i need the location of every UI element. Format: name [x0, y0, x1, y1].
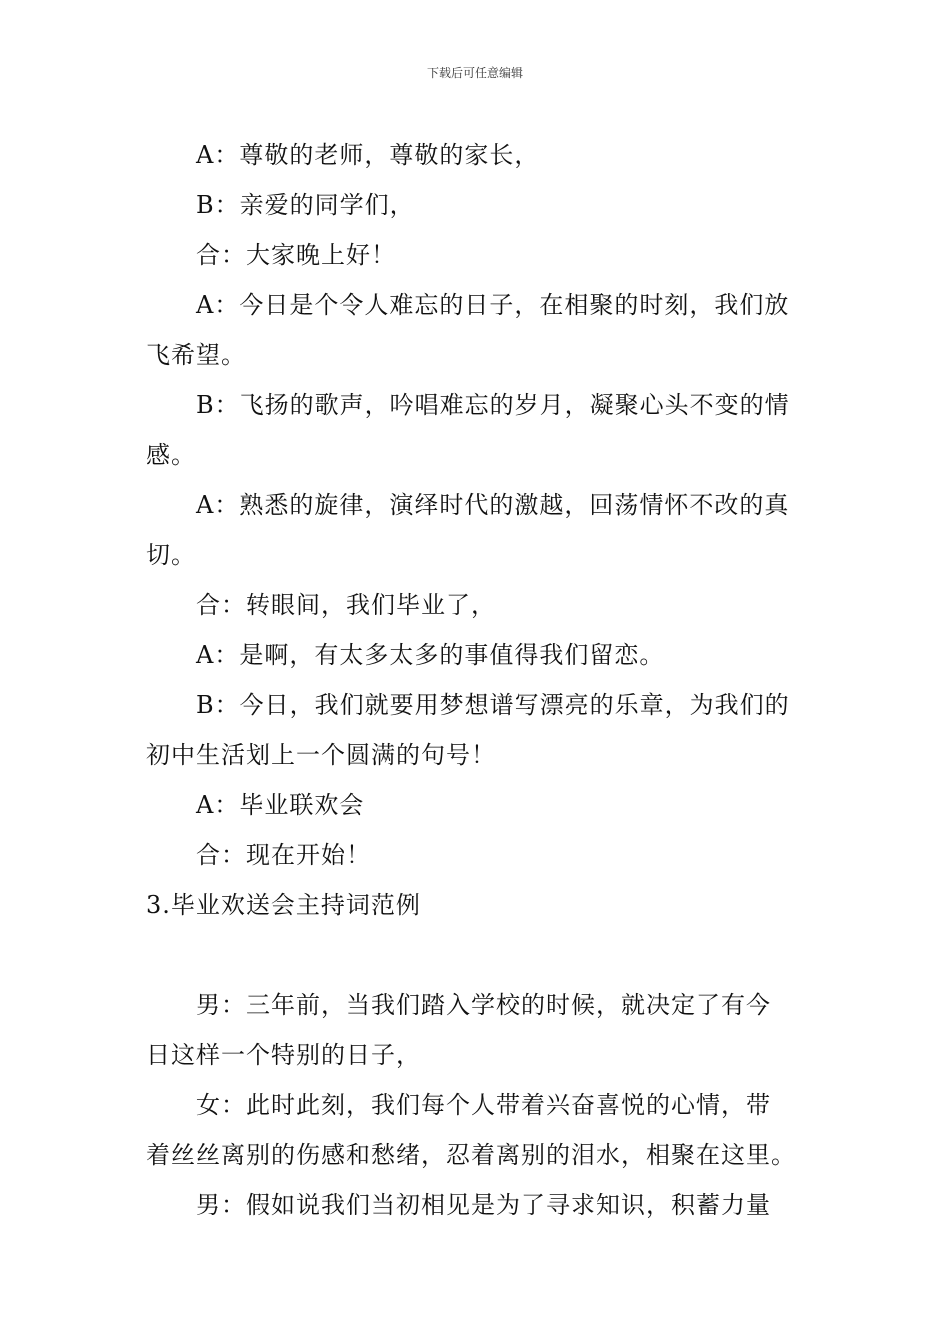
text-line: 女：此时此刻，我们每个人带着兴奋喜悦的心情，带 — [196, 1091, 771, 1119]
text-line: A：今日是个令人难忘的日子，在相聚的时刻，我们放 — [196, 291, 790, 319]
page-header-note: 下载后可任意编辑 — [426, 66, 523, 80]
text-line: 男：假如说我们当初相见是为了寻求知识，积蓄力量 — [196, 1191, 771, 1219]
text-line: 合：现在开始！ — [196, 841, 371, 869]
text-line: 合：大家晚上好！ — [196, 241, 396, 269]
document-body — [146, 130, 808, 1230]
text-line: A：毕业联欢会 — [196, 791, 365, 819]
text-line: A：尊敬的老师，尊敬的家长， — [196, 141, 540, 169]
text-line: 合：转眼间，我们毕业了， — [196, 591, 496, 619]
blank-line — [146, 930, 808, 980]
text-line: B：飞扬的歌声，吟唱难忘的岁月，凝聚心头不变的情 — [196, 391, 790, 419]
text-line: B：今日，我们就要用梦想谱写漂亮的乐章，为我们的 — [196, 691, 790, 719]
section-heading: 3.毕业欢送会主持词范例 — [146, 891, 421, 919]
text-line: A：是啊，有太多太多的事值得我们留恋。 — [196, 641, 665, 669]
text-line: 着丝丝离别的伤感和愁绪，忍着离别的泪水，相聚在这里。 — [146, 1141, 796, 1169]
text-line: 日这样一个特别的日子， — [146, 1041, 421, 1069]
text-line: 初中生活划上一个圆满的句号！ — [146, 741, 496, 769]
text-line: 感。 — [146, 441, 196, 469]
text-line: 男：三年前，当我们踏入学校的时候，就决定了有今 — [196, 991, 771, 1019]
text-line: B：亲爱的同学们， — [196, 191, 415, 219]
text-line: A：熟悉的旋律，演绎时代的激越，回荡情怀不改的真 — [196, 491, 790, 519]
text-line: 切。 — [146, 541, 196, 569]
text-line: 飞希望。 — [146, 341, 246, 369]
